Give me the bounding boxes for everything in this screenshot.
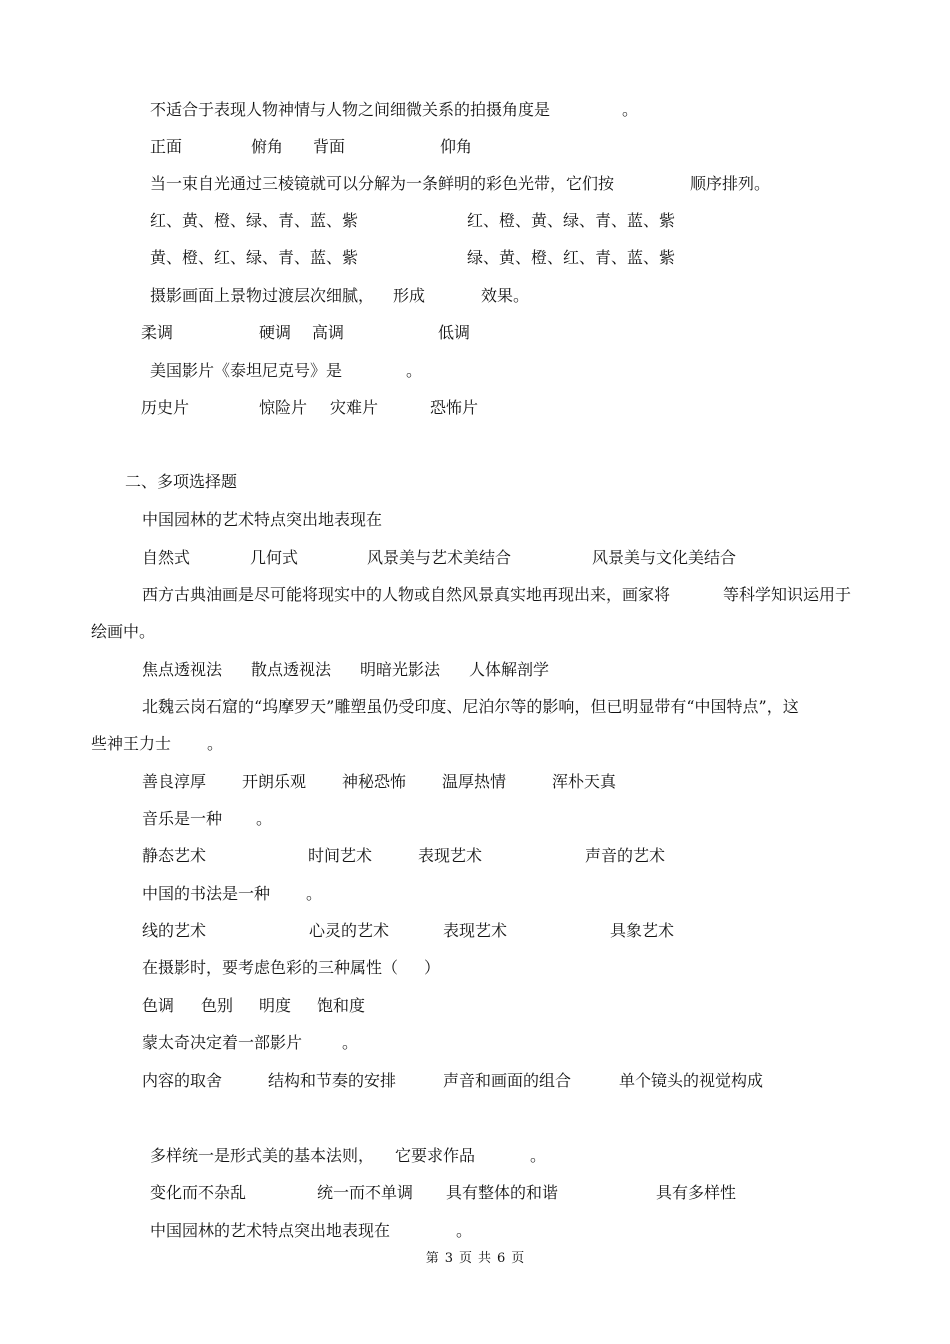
section-heading	[125, 472, 237, 492]
option-b: 硬调	[259, 323, 292, 342]
question-text: 西方古典油画是尽可能将现实中的人物或自然风景真实地再现出来，画家将	[142, 585, 671, 604]
question-end: ）	[424, 958, 441, 977]
question-end: 。	[406, 361, 423, 380]
question-text: 当一束自光通过三棱镜就可以分解为一条鲜明的彩色光带，它们按	[150, 174, 615, 193]
question-tail: 效果。	[481, 286, 530, 305]
option-a: 焦点透视法	[142, 660, 223, 679]
option-d: 绿、黄、橙、红、青、蓝、紫	[467, 248, 676, 267]
question-text: 北魏云岗石窟的“坞摩罗天”雕塑虽仍受印度、尼泊尔等的影响，但已明显带有“中国特点”，这	[142, 697, 799, 716]
option-d: 恐怖片	[430, 398, 479, 417]
multi-question-2-stem-cont	[91, 622, 155, 642]
question-text: 中国园林的艺术特点突出地表现在	[150, 1221, 391, 1240]
option-a: 线的艺术	[142, 921, 207, 940]
question-text: 美国影片《泰坦尼克号》是	[150, 361, 343, 380]
option-d: 仰角	[440, 137, 473, 156]
option-b: 结构和节奏的安排	[268, 1071, 397, 1090]
question-end: 。	[342, 1033, 359, 1052]
option-a: 自然式	[142, 548, 191, 567]
footer-suffix: 页	[511, 1251, 525, 1266]
question-end: 。	[306, 884, 323, 903]
question-end: 。	[622, 100, 639, 119]
option-d: 具象艺术	[610, 921, 675, 940]
option-c: 明度	[259, 996, 292, 1015]
option-a: 善良淳厚	[142, 772, 207, 791]
option-b: 惊险片	[259, 398, 308, 417]
option-a: 正面	[150, 137, 183, 156]
question-end: 。	[530, 1146, 547, 1165]
option-d: 饱和度	[317, 996, 366, 1015]
footer-prefix: 第	[425, 1251, 439, 1266]
option-b: 统一而不单调	[317, 1183, 414, 1202]
option-d: 人体解剖学	[469, 660, 550, 679]
multi-question-3-stem	[142, 697, 862, 717]
option-d: 单个镜头的视觉构成	[619, 1071, 764, 1090]
option-c: 神秘恐怖	[342, 772, 407, 791]
option-c: 高调	[312, 323, 345, 342]
question-end: 。	[207, 734, 224, 753]
option-d: 声音的艺术	[585, 846, 666, 865]
option-c: 声音和画面的组合	[443, 1071, 572, 1090]
question-text: 音乐是一种	[142, 809, 223, 828]
question-text: 中国园林的艺术特点突出地表现在	[142, 510, 383, 529]
option-b: 散点透视法	[251, 660, 332, 679]
option-d: 低调	[438, 323, 471, 342]
option-a: 色调	[142, 996, 175, 1015]
question-text: 在摄影时，要考虑色彩的三种属性（	[142, 958, 399, 977]
option-a: 历史片	[141, 398, 190, 417]
option-a: 红、黄、橙、绿、青、蓝、紫	[150, 211, 359, 230]
option-b: 开朗乐观	[242, 772, 307, 791]
option-c: 明暗光影法	[360, 660, 441, 679]
question-end: 。	[256, 809, 273, 828]
option-c: 表现艺术	[418, 846, 483, 865]
option-c: 背面	[313, 137, 346, 156]
footer-total-word: 共	[478, 1251, 492, 1266]
option-a: 内容的取舍	[142, 1071, 223, 1090]
multi-question-1-stem	[142, 510, 382, 530]
question-mid: 它要求作品	[395, 1146, 476, 1165]
option-b: 色别	[201, 996, 234, 1015]
option-c: 风景美与艺术美结合	[367, 548, 512, 567]
question-text-cont: 些神王力士	[91, 734, 172, 753]
option-b: 时间艺术	[308, 846, 373, 865]
option-b: 几何式	[250, 548, 299, 567]
question-text: 中国的书法是一种	[142, 884, 271, 903]
option-c: 黄、橙、红、绿、青、蓝、紫	[150, 248, 359, 267]
page-total: 6	[497, 1251, 506, 1266]
option-a: 变化而不杂乱	[150, 1183, 247, 1202]
option-d: 温厚热情	[442, 772, 507, 791]
question-text: 蒙太奇决定着一部影片	[142, 1033, 303, 1052]
footer-page-word: 页	[458, 1251, 472, 1266]
option-a: 静态艺术	[142, 846, 207, 865]
option-b: 红、橙、黄、绿、青、蓝、紫	[467, 211, 676, 230]
question-text: 不适合于表现人物神情与人物之间细微关系的拍摄角度是	[150, 100, 551, 119]
option-a: 柔调	[141, 323, 174, 342]
option-e: 浑朴天真	[552, 772, 617, 791]
option-d: 风景美与文化美结合	[592, 548, 737, 567]
option-b: 俯角	[251, 137, 284, 156]
question-tail: 顺序排列。	[690, 174, 771, 193]
question-end: 。	[456, 1221, 473, 1240]
question-mid: 形成	[393, 286, 426, 305]
option-d: 具有多样性	[656, 1183, 737, 1202]
page-number: 3	[444, 1251, 453, 1266]
page-footer	[0, 1250, 950, 1268]
question-text: 多样统一是形式美的基本法则，	[150, 1146, 375, 1165]
question-tail: 等科学知识运用于	[723, 585, 852, 604]
section-title: 二、多项选择题	[125, 472, 238, 491]
question-text-cont: 绘画中。	[91, 622, 156, 641]
question-text: 摄影画面上景物过渡层次细腻，	[150, 286, 375, 305]
option-b: 心灵的艺术	[309, 921, 390, 940]
option-c: 灾难片	[330, 398, 379, 417]
option-c: 表现艺术	[443, 921, 508, 940]
option-c: 具有整体的和谐	[446, 1183, 559, 1202]
